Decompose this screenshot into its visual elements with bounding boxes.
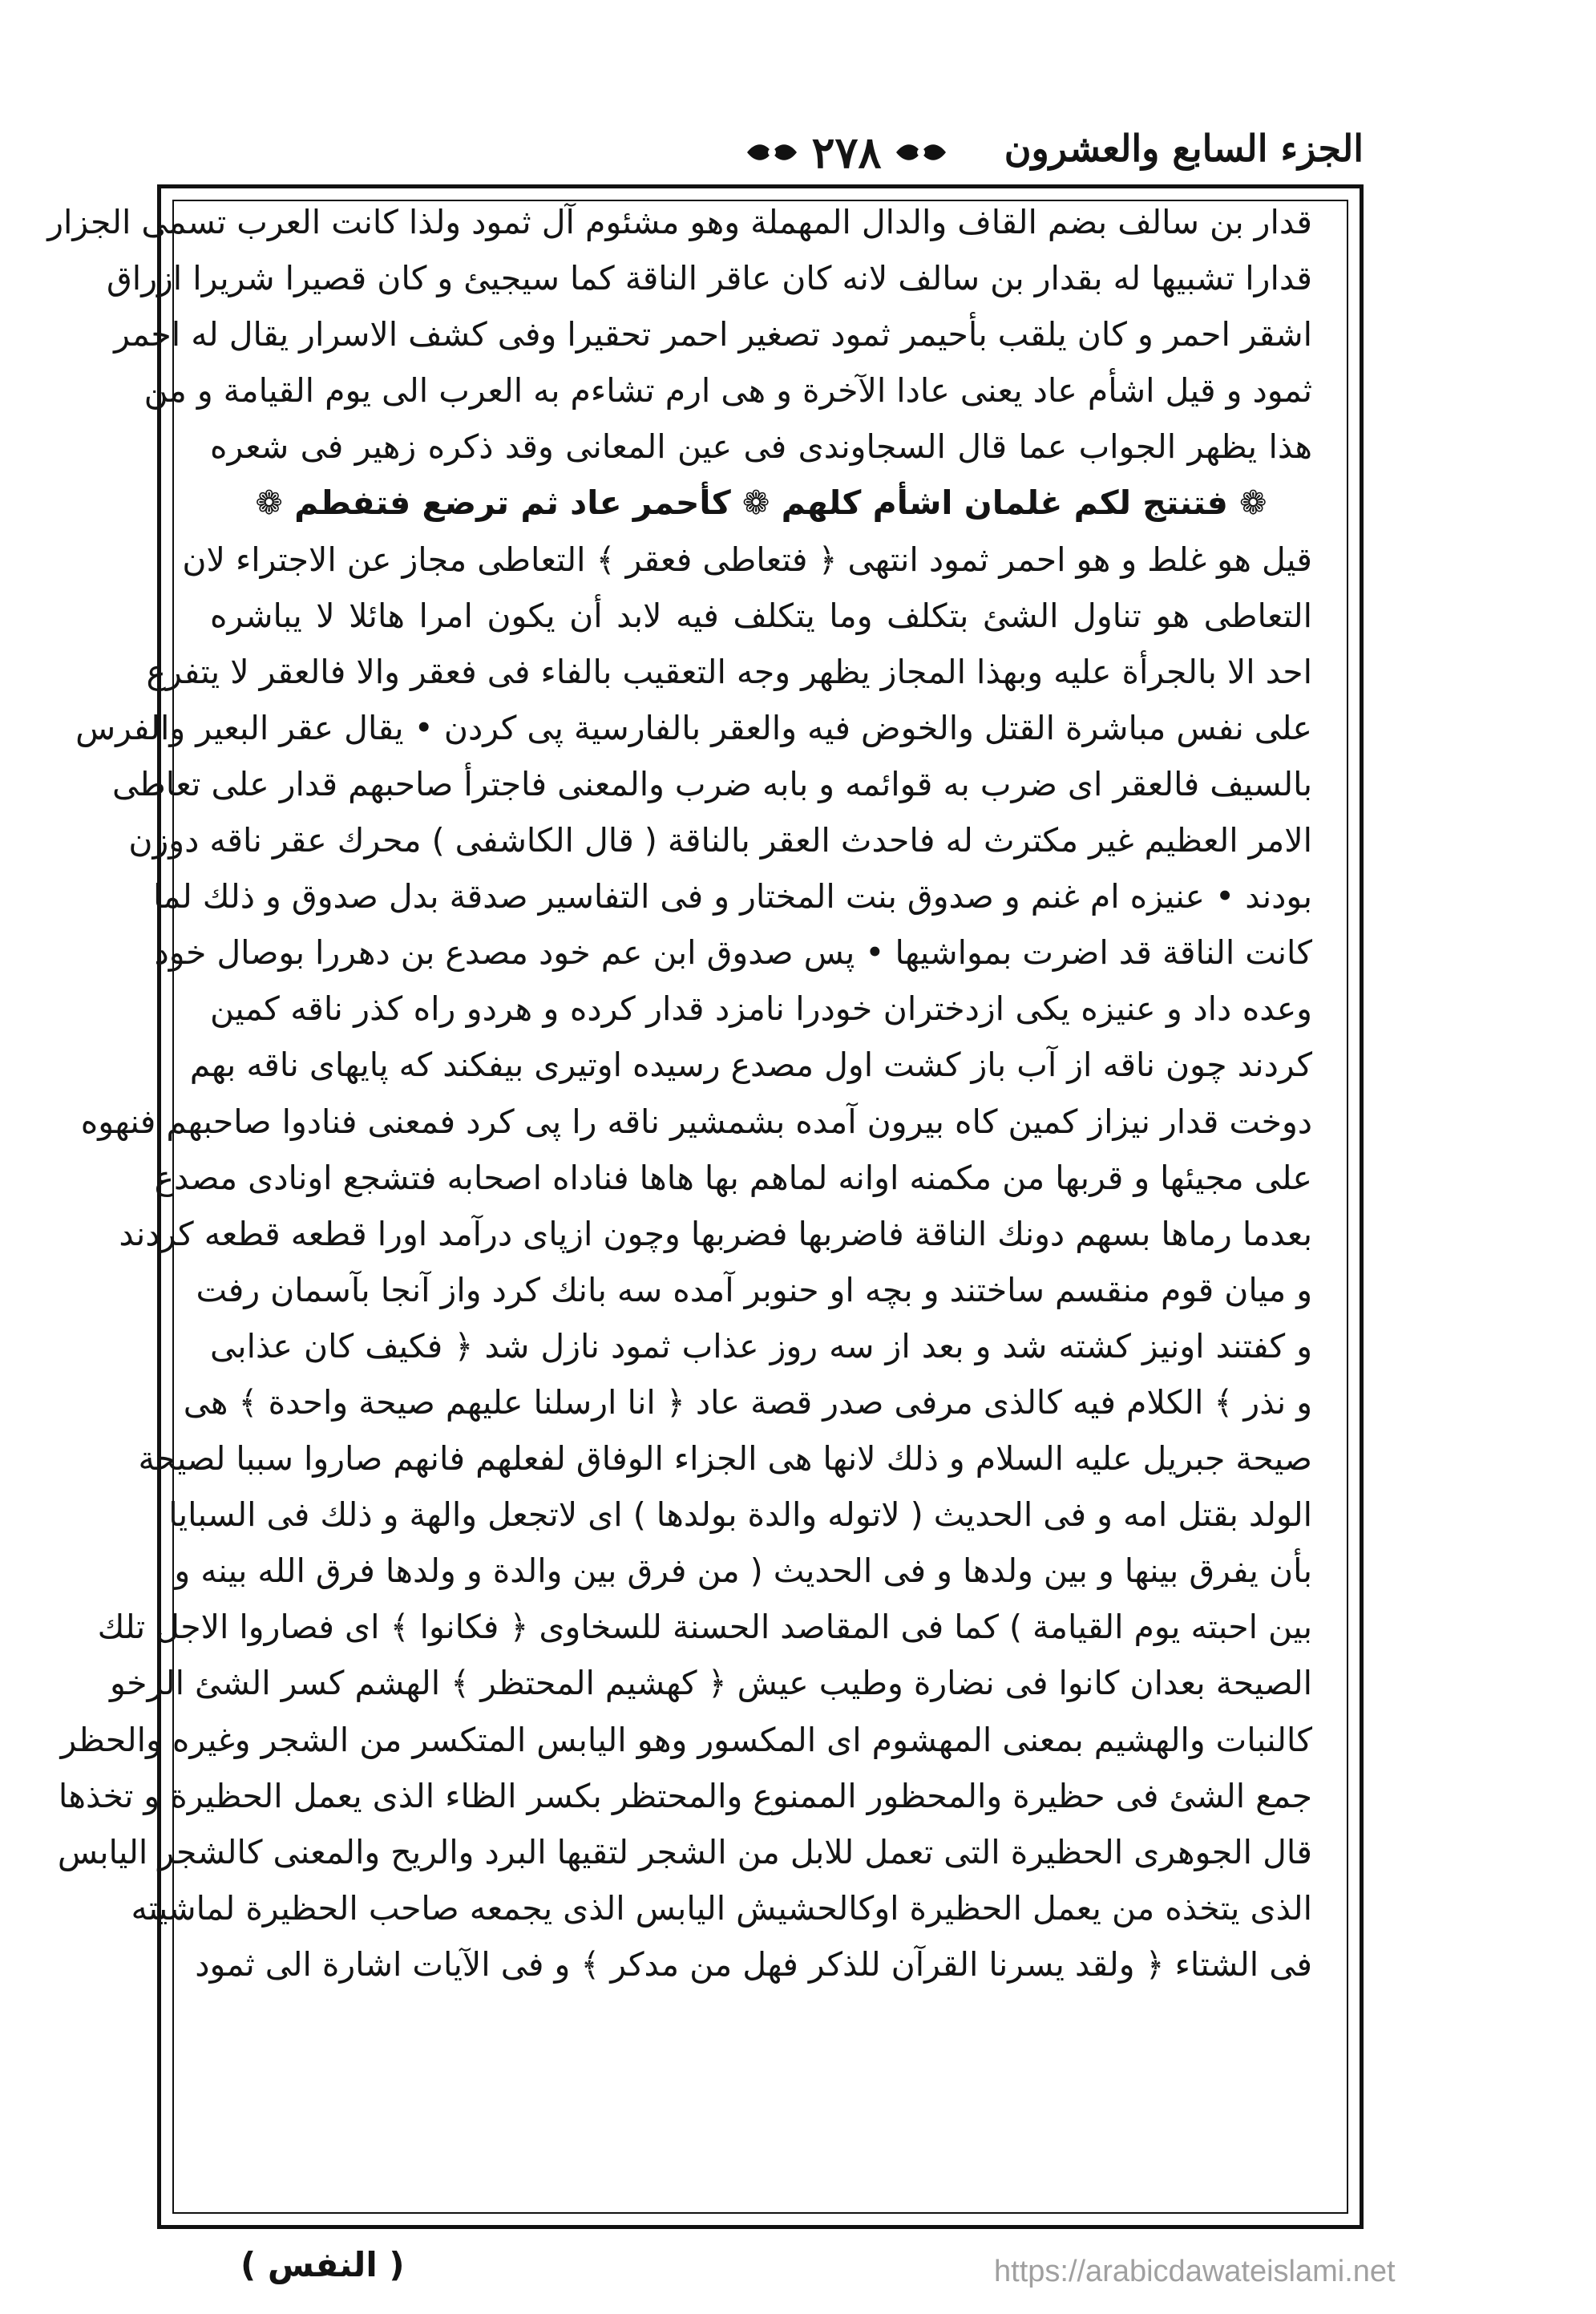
text-line: و كفتند اونيز كشته شد و بعد از سه روز عذاب ثمود نازل شد ﴿ فكيف كان عذابى: [210, 1326, 1312, 1365]
text-line: بين احبته يوم القيامة ) كما فى المقاصد الحسنة للسخاوى ﴿ فكانوا ﴾ اى فصاروا الاجل تلك: [97, 1608, 1312, 1647]
text-line: ثمود و قيل اشأم عاد يعنى عادا الآخرة و هى ارم تشاءم به العرب الى يوم القيامة و من: [143, 371, 1312, 411]
part-title: الجزء السابع والعشرون: [1004, 127, 1364, 170]
catchword: ( النفس ): [240, 2245, 405, 2284]
text-line: اشقر احمر و كان يلقب بأحيمر ثمود تصغير احمر تحقيرا وفى كشف الاسرار يقال له احمر: [114, 315, 1312, 354]
page-number: ٢٧٨: [811, 127, 882, 178]
text-line: كانت الناقة قد اضرت بمواشيها • پس صدوق ابن عم خود مصدع بن دهررا بوصال خود: [154, 933, 1312, 973]
text-line: على مجيئها و قربها من مكمنه اوانه لماهم بها هاها فناداه اصحابه فتشجع اونادى مصدع: [154, 1158, 1312, 1197]
text-line: و ميان قوم منقسم ساختند و بچه او حنوبر آمده سه بانك كرد واز آنجا بآسمان رفت: [196, 1270, 1312, 1309]
text-line: قال الجوهرى الحظيرة التى تعمل للابل من الشجر لتقيها البرد والريح والمعنى كالشجر اليابس: [57, 1832, 1312, 1871]
watermark-url: https://arabicdawateislami.net: [994, 2255, 1396, 2288]
text-line: وعده داد و عنيزه يكى ازدختران خودرا نامزد قدار كرده و هردو راه كذر ناقه كمين: [210, 989, 1312, 1029]
text-line: التعاطى هو تناول الشئ بتكلف وما يتكلف فيه لابد أن يكون امرا هائلا لا يباشره: [210, 596, 1312, 635]
text-line: كالنبات والهشيم بمعنى المهشوم اى المكسور وهو اليابس المتكسر من الشجر وغيره والحظر: [60, 1720, 1312, 1759]
text-line: هذا يظهر الجواب عما قال السجاوندى فى عين المعانى وقد ذكره زهير فى شعره: [210, 427, 1312, 467]
text-line: قيل هو غلط و هو احمر ثمود انتهى ﴿ فتعاطى فعقر ﴾ التعاطى مجاز عن الاجتراء لان: [182, 540, 1312, 579]
text-line: قدار بن سالف بضم القاف والدال المهملة وهو مشئوم آل ثمود ولذا كانت العرب تسمى الجزار: [47, 203, 1312, 241]
floral-ornament-icon: [744, 139, 800, 166]
text-line: بودند • عنيزه ام غنم و صدوق بنت المختار و فى التفاسير صدقة بدل صدوق و ذلك لما: [153, 877, 1312, 916]
text-line: كردند چون ناقه از آب باز كشت اول مصدع رسيده اوتيرى بيفكند كه پايهاى ناقه بهم: [189, 1046, 1312, 1085]
text-line: الامر العظيم غير مكترث له فاحدث العقر بالناقة ( قال الكاشفى ) محرك عقر ناقه دوزن: [128, 821, 1312, 860]
text-line: و نذر ﴾ الكلام فيه كالذى مرفى صدر قصة عاد ﴿ انا ارسلنا عليهم صيحة واحدة ﴾ هى: [183, 1382, 1312, 1422]
text-line: بأن يفرق بينها و بين ولدها و فى الحديث ( من فرق بين والدة و ولدها فرق الله بينه و: [174, 1551, 1312, 1591]
text-line: احد الا بالجرأة عليه وبهذا المجاز يظهر وجه التعقيب بالفاء فى فعقر والا فالعقر لا يتفرع: [146, 652, 1312, 691]
text-line: قدارا تشبيها له بقدار بن سالف لانه كان عاقر الناقة كما سيجيئ و كان قصيرا شريرا ازراق: [107, 259, 1312, 298]
text-line: دوخت قدار نيزاز كمين كاه بيرون آمده بشمشير ناقه را پى كرد فمعنى فنادوا صاحبهم فنهوه: [80, 1102, 1312, 1141]
text-line: فى الشتاء ﴿ ولقد يسرنا القرآن للذكر فهل من مدكر ﴾ و فى الآيات اشارة الى ثمود: [195, 1944, 1312, 1984]
text-line: جمع الشئ فى حظيرة والمحظور الممنوع والمحتظر بكسر الظاء الذى يعمل الحظيرة و تخذها: [58, 1776, 1312, 1815]
text-line: الولد بقتل امه و فى الحديث ( لاتوله والدة بولدها ) اى لاتجعل والهة و ذلك فى السبايا: [168, 1495, 1312, 1535]
verse-line: ❁ فتنتج لكم غلمان اشأم كلهم ❁ كأحمر عاد ثم ترضع فتفطم ❁: [255, 483, 1267, 523]
text-line: الصيحة بعدان كانوا فى نضارة وطيب عيش ﴿ كهشيم المحتظر ﴾ الهشم كسر الشئ الرخو: [109, 1664, 1312, 1703]
text-line: الذى يتخذه من يعمل الحظيرة اوكالحشيش اليابس الذى يجمعه صاحب الحظيرة لماشيته: [131, 1888, 1312, 1928]
page-header: [157, 120, 1364, 192]
text-line: بعدما رماها بسهم دونك الناقة فاضربها فضربها وچون ازپاى درآمد اورا قطعه قطعه كردند: [119, 1214, 1312, 1253]
text-line: صيحة جبريل عليه السلام و ذلك لانها هى الجزاء الوفاق لفعلهم فانهم صاروا سببا لصيحة: [138, 1439, 1312, 1479]
text-line: على نفس مباشرة القتل والخوض فيه والعقر بالفارسية پى كردن • يقال عقر البعير والفرس: [75, 708, 1312, 747]
text-line: بالسيف فالعقر اى ضرب به قوائمه و بابه ضرب والمعنى فاجترأ صاحبهم قدار على تعاطى: [111, 764, 1312, 803]
floral-ornament-icon: [893, 139, 949, 166]
body-text: [47, 194, 1312, 1992]
page-number-block: [678, 120, 1015, 184]
